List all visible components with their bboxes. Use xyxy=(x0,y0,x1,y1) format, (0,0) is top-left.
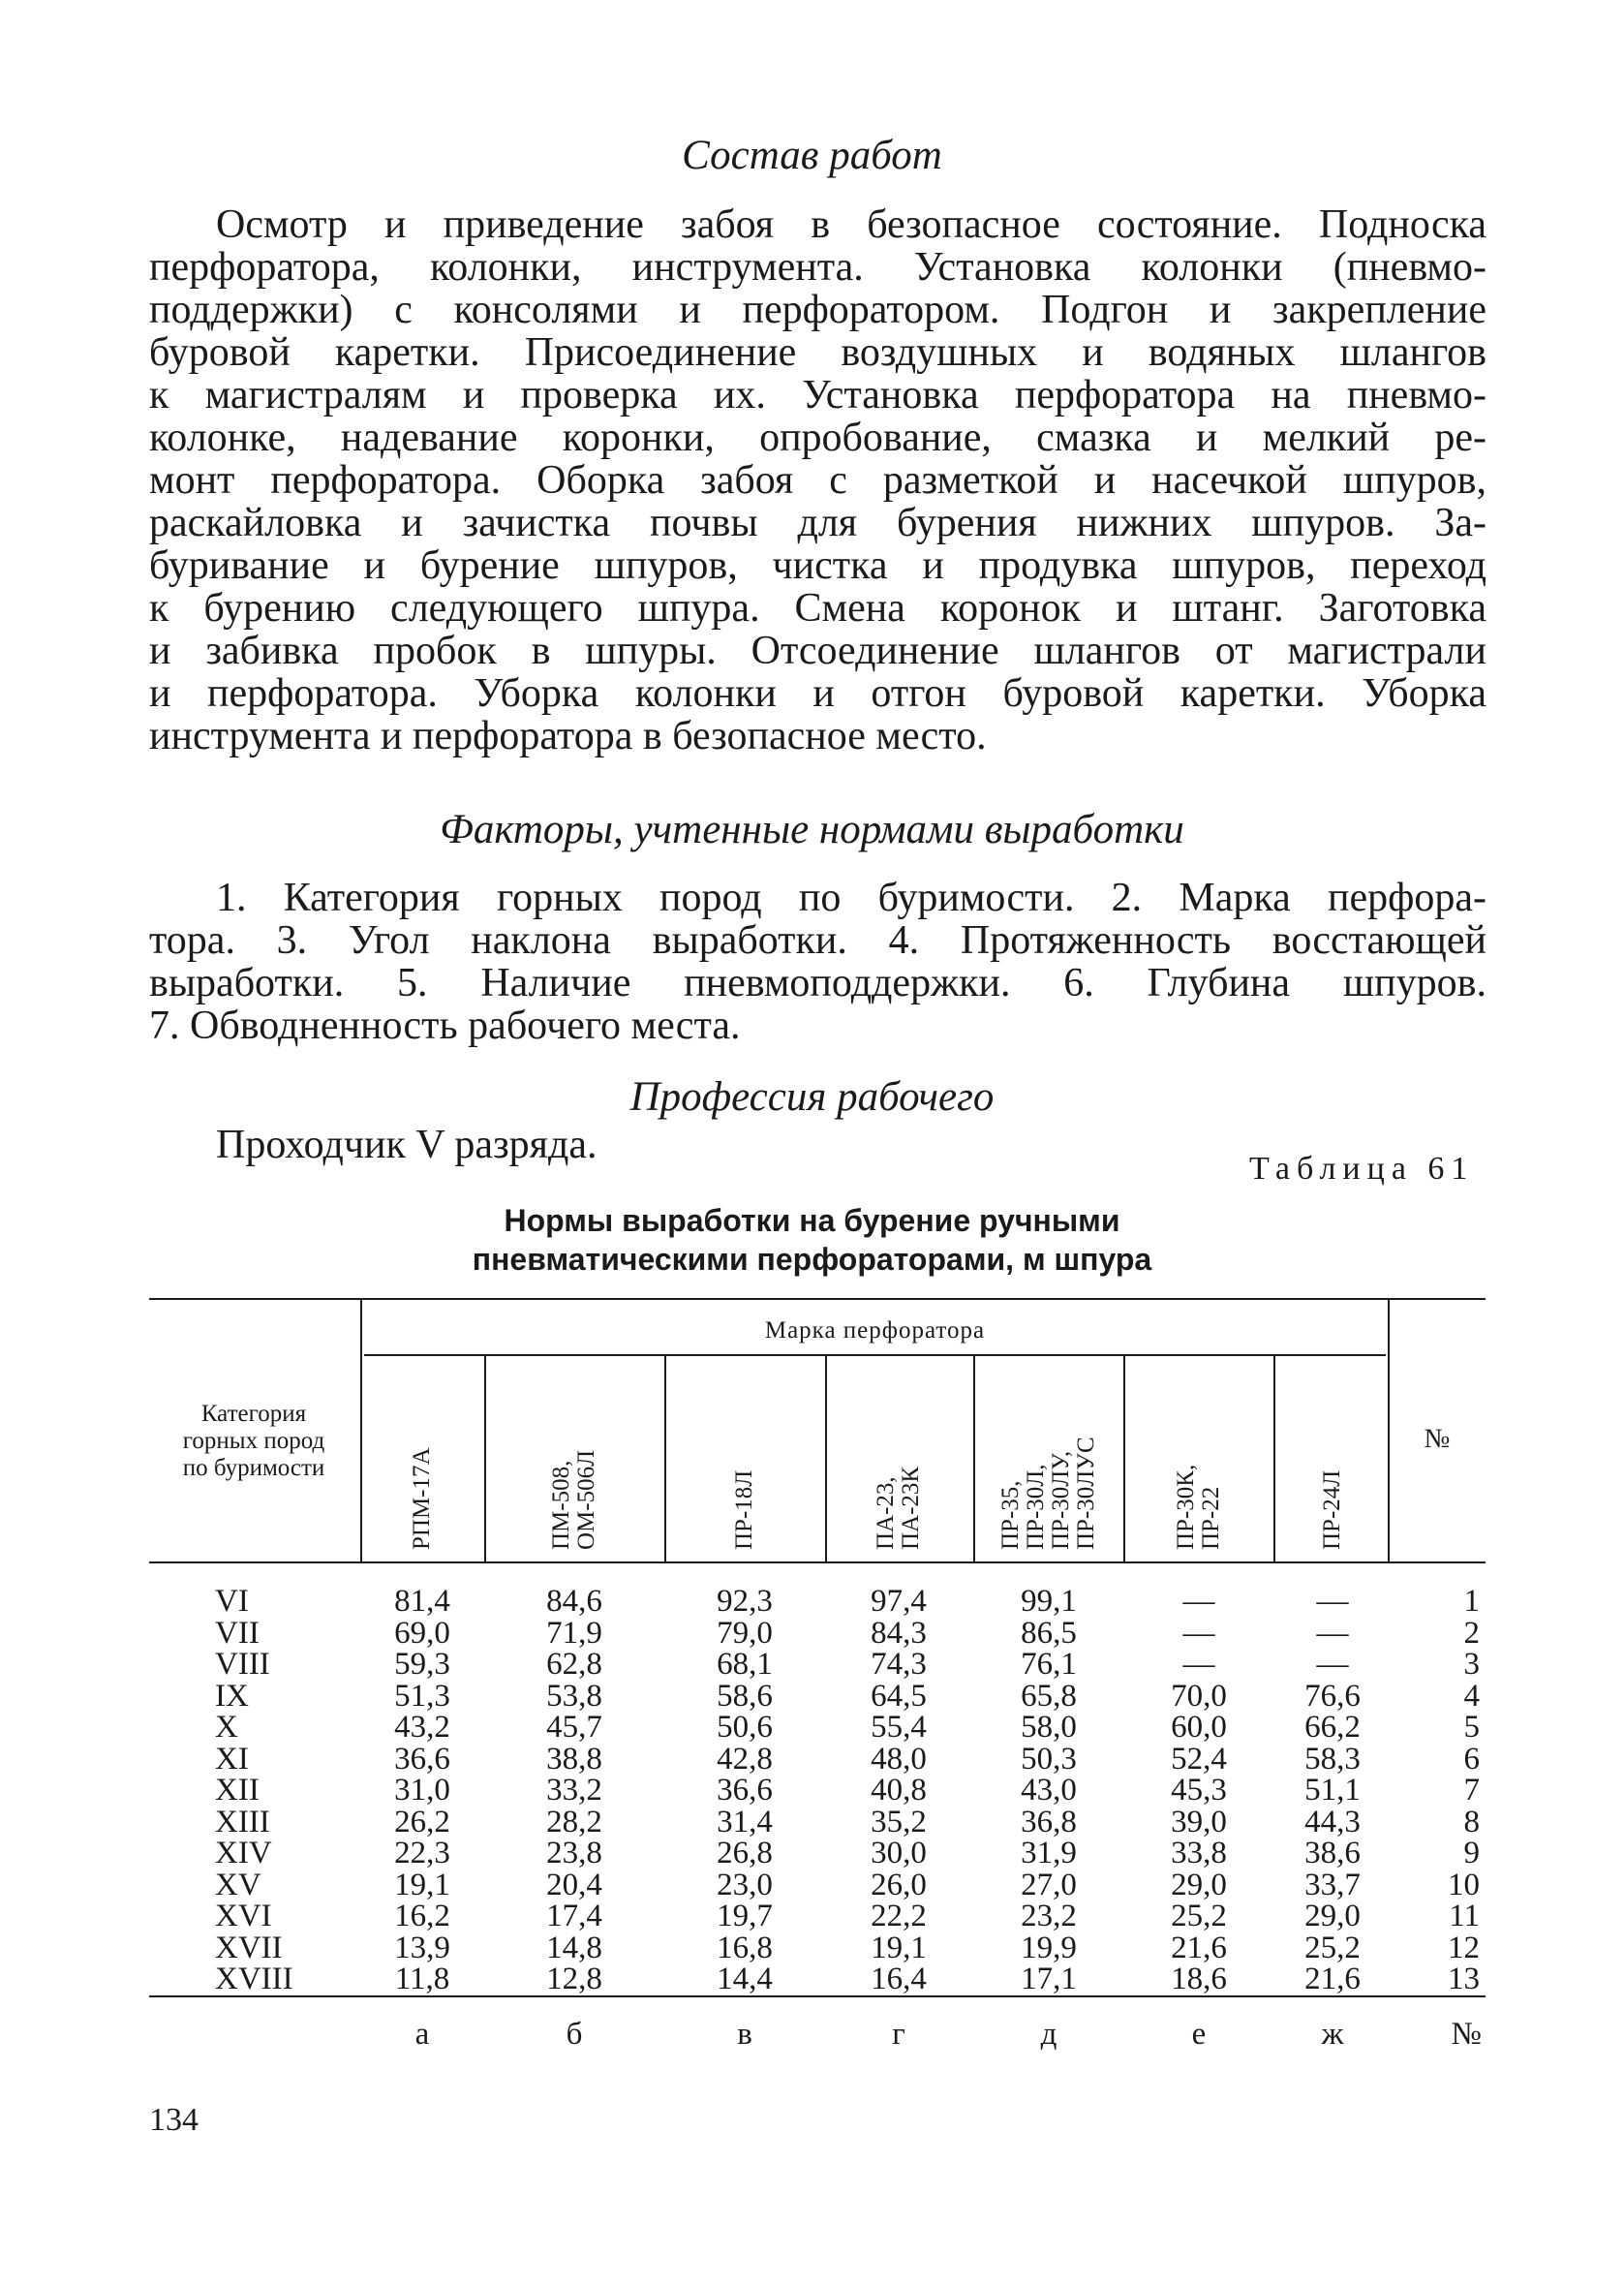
value-cell: — xyxy=(1182,1584,1215,1619)
category-cell: XV xyxy=(215,1867,261,1902)
value-cell: 48,0 xyxy=(871,1741,927,1777)
value-cell: 26,8 xyxy=(717,1836,773,1870)
value-cell: 22,2 xyxy=(871,1899,927,1933)
table-title xyxy=(0,1201,1624,1279)
value-cell: 51,1 xyxy=(1304,1773,1361,1808)
value-cell: 43,0 xyxy=(1021,1773,1077,1808)
value-cell: 19,1 xyxy=(871,1930,927,1965)
value-cell: 11,8 xyxy=(394,1962,450,1996)
value-cell: 13,9 xyxy=(394,1930,450,1965)
value-cell: 19,1 xyxy=(394,1867,450,1902)
row-number-cell: 12 xyxy=(1448,1930,1480,1965)
value-cell: 74,3 xyxy=(871,1647,927,1682)
column-header-line: ПА-23, xyxy=(873,1476,899,1550)
value-cell: 23,2 xyxy=(1021,1899,1077,1933)
value-cell: — xyxy=(1316,1584,1349,1619)
value-cell: 31,4 xyxy=(717,1804,773,1839)
table-title-line-1: Нормы выработки на бурение ручными xyxy=(504,1203,1120,1238)
value-cell: 31,0 xyxy=(394,1773,450,1808)
section-heading-factors: Факторы, учтенные нормами выработки xyxy=(440,807,1184,852)
column-header-2 xyxy=(549,1450,599,1550)
value-cell: 58,6 xyxy=(717,1678,773,1714)
page-number: 134 xyxy=(149,2102,199,2138)
value-cell: 58,0 xyxy=(1021,1710,1077,1745)
column-header-4 xyxy=(873,1467,924,1550)
value-cell: 27,0 xyxy=(1021,1867,1077,1902)
value-cell: 38,6 xyxy=(1304,1836,1361,1870)
value-cell: 81,4 xyxy=(394,1584,450,1619)
value-cell: 64,5 xyxy=(871,1678,927,1714)
paragraph-line: инструмента и перфоратора в безопасное место. xyxy=(149,714,987,758)
value-cell: 44,3 xyxy=(1304,1804,1361,1839)
value-cell: 70,0 xyxy=(1171,1678,1227,1714)
paragraph-line: выработки. 5. Наличие пневмоподдержки. 6. Глубина шпуров. xyxy=(149,961,1486,1005)
column-letter: а xyxy=(414,2017,430,2052)
category-cell: X xyxy=(215,1710,238,1745)
paragraph-line: монт перфоратора. Оборка забоя с разметкой и насечкой шпуров, xyxy=(149,458,1486,503)
value-cell: 25,2 xyxy=(1171,1899,1227,1933)
value-cell: 76,1 xyxy=(1021,1647,1077,1682)
section-heading-work-composition: Состав работ xyxy=(682,133,942,178)
paragraph-line: тора. 3. Угол наклона выработки. 4. Протяженность восстающей xyxy=(149,918,1486,963)
category-cell: XIII xyxy=(215,1804,270,1839)
value-cell: — xyxy=(1316,1615,1349,1651)
section-heading-profession: Профессия рабочего xyxy=(629,1074,995,1120)
value-cell: 26,0 xyxy=(871,1867,927,1902)
paragraph-line: буривание и бурение шпуров, чистка и продувка шпуров, переход xyxy=(149,543,1486,588)
column-header-line: ПМ-508, xyxy=(548,1460,574,1550)
value-cell: 45,3 xyxy=(1171,1773,1227,1808)
value-cell: 17,4 xyxy=(546,1899,602,1933)
value-cell: 12,8 xyxy=(546,1962,602,1996)
row-number-cell: 9 xyxy=(1463,1836,1480,1870)
value-cell: 86,5 xyxy=(1021,1615,1077,1651)
row-number-cell: 13 xyxy=(1448,1962,1480,1996)
column-header-line: ПР-30ЛУ, xyxy=(1048,1450,1074,1550)
value-cell: 23,8 xyxy=(546,1836,602,1870)
category-cell: XI xyxy=(215,1741,249,1777)
value-cell: 22,3 xyxy=(394,1836,450,1870)
column-header-line: ПР-30ЛУС xyxy=(1073,1437,1099,1550)
value-cell: 17,1 xyxy=(1021,1962,1077,1996)
column-letter: е xyxy=(1191,2017,1207,2052)
row-number-cell: 7 xyxy=(1463,1773,1480,1808)
column-header-line: ПР-18Л xyxy=(731,1469,757,1550)
number-header: № xyxy=(1424,1424,1451,1454)
value-cell: 40,8 xyxy=(871,1773,927,1808)
brand-group-header: Марка перфоратора xyxy=(764,1317,986,1344)
value-cell: 79,0 xyxy=(717,1615,773,1651)
value-cell: — xyxy=(1316,1647,1349,1682)
value-cell: 97,4 xyxy=(871,1584,927,1619)
value-cell: 36,6 xyxy=(717,1773,773,1808)
value-cell: 16,4 xyxy=(871,1962,927,1996)
column-header-1 xyxy=(410,1447,435,1550)
value-cell: 65,8 xyxy=(1021,1678,1077,1714)
column-letter: г xyxy=(892,2017,905,2052)
row-number-cell: 6 xyxy=(1463,1741,1480,1777)
row-number-cell: 2 xyxy=(1463,1615,1480,1651)
value-cell: 55,4 xyxy=(871,1710,927,1745)
row-number-cell: 5 xyxy=(1463,1710,1480,1745)
column-header-line: РПМ-17А xyxy=(409,1447,435,1550)
paragraph-line: колонке, надевание коронки, опробование, смазка и мелкий ре- xyxy=(149,416,1486,460)
column-letter: в xyxy=(737,2017,752,2052)
value-cell: 18,6 xyxy=(1171,1962,1227,1996)
column-header-6 xyxy=(1174,1465,1224,1550)
column-header-3 xyxy=(732,1470,757,1550)
value-cell: 84,6 xyxy=(546,1584,602,1619)
column-header-line: ПР-22 xyxy=(1198,1486,1224,1550)
value-cell: 30,0 xyxy=(871,1836,927,1870)
value-cell: 20,4 xyxy=(546,1867,602,1902)
category-cell: XVIII xyxy=(215,1962,293,1996)
paragraph-line: Осмотр и приведение забоя в безопасное состояние. Подноска xyxy=(216,202,1486,247)
col-divider-4 xyxy=(973,1356,975,1561)
value-cell: 31,9 xyxy=(1021,1836,1077,1870)
value-cell: 25,2 xyxy=(1304,1930,1361,1965)
row-number-cell: 3 xyxy=(1463,1647,1480,1682)
value-cell: 99,1 xyxy=(1021,1584,1077,1619)
value-cell: 16,8 xyxy=(717,1930,773,1965)
column-header-line: ПР-30К, xyxy=(1173,1464,1199,1550)
value-cell: — xyxy=(1182,1647,1215,1682)
value-cell: 68,1 xyxy=(717,1647,773,1682)
column-letter: б xyxy=(566,2017,583,2052)
col-divider-1 xyxy=(484,1356,486,1561)
header-bottom-rule xyxy=(149,1561,1486,1563)
factors-paragraph xyxy=(149,877,1486,1047)
brand-group-rule xyxy=(364,1354,1386,1356)
value-cell: 23,0 xyxy=(717,1867,773,1902)
paragraph-line: поддержки) с консолями и перфоратором. Подгон и закрепление xyxy=(149,288,1486,332)
column-header-7 xyxy=(1320,1470,1345,1550)
value-cell: 53,8 xyxy=(546,1678,602,1714)
value-cell: 26,2 xyxy=(394,1804,450,1839)
row-number-cell: 1 xyxy=(1463,1584,1480,1619)
value-cell: 33,7 xyxy=(1304,1867,1361,1902)
value-cell: 43,2 xyxy=(394,1710,450,1745)
paragraph-line: и забивка пробок в шпуры. Отсоединение шлангов от магистрали xyxy=(149,629,1486,673)
value-cell: 50,3 xyxy=(1021,1741,1077,1777)
value-cell: 92,3 xyxy=(717,1584,773,1619)
value-cell: 69,0 xyxy=(394,1615,450,1651)
paragraph-line: 7. Обводненность рабочего места. xyxy=(149,1004,741,1048)
category-cell: VI xyxy=(215,1584,249,1619)
value-cell: 19,9 xyxy=(1021,1930,1077,1965)
column-header-line: ПА-23К xyxy=(898,1466,924,1550)
value-cell: 50,6 xyxy=(717,1710,773,1745)
value-cell: 76,6 xyxy=(1304,1678,1361,1714)
column-header-line: ПР-30Л, xyxy=(1023,1464,1049,1550)
value-cell: 16,2 xyxy=(394,1899,450,1933)
row-number-cell: 4 xyxy=(1463,1678,1480,1714)
table-title-line-2: пневматическими перфораторами, м шпура xyxy=(472,1242,1152,1277)
value-cell: 59,3 xyxy=(394,1647,450,1682)
category-header-line-2: горных пород xyxy=(182,1428,325,1454)
category-header xyxy=(151,1401,356,1482)
value-cell: 28,2 xyxy=(546,1804,602,1839)
value-cell: 51,3 xyxy=(394,1678,450,1714)
category-header-line-3: по буримости xyxy=(182,1455,325,1481)
value-cell: 71,9 xyxy=(546,1615,602,1651)
category-cell: VII xyxy=(215,1615,260,1651)
value-cell: 36,8 xyxy=(1021,1804,1077,1839)
value-cell: 14,4 xyxy=(717,1962,773,1996)
paragraph-line: к магистралям и проверка их. Установка перфоратора на пневмо- xyxy=(149,373,1486,417)
paragraph-line: перфоратора, колонки, инструмента. Установка колонки (пневмо- xyxy=(149,245,1486,290)
table-label: Таблица 61 xyxy=(1249,1151,1475,1187)
value-cell: 58,3 xyxy=(1304,1741,1361,1777)
value-cell: 19,7 xyxy=(717,1899,773,1933)
value-cell: 84,3 xyxy=(871,1615,927,1651)
value-cell: 21,6 xyxy=(1304,1962,1361,1996)
column-letter: ж xyxy=(1321,2017,1344,2052)
paragraph-line: раскайловка и зачистка почвы для бурения нижних шпуров. За- xyxy=(149,501,1486,545)
column-header-line: ПР-24Л xyxy=(1319,1469,1345,1550)
category-cell: IX xyxy=(215,1678,249,1714)
value-cell: 35,2 xyxy=(871,1804,927,1839)
value-cell: 39,0 xyxy=(1171,1804,1227,1839)
value-cell: 45,7 xyxy=(546,1710,602,1745)
paragraph-line: и перфоратора. Уборка колонки и отгон буровой каретки. Уборка xyxy=(149,671,1486,716)
table-top-rule xyxy=(149,1298,1486,1300)
value-cell: 62,8 xyxy=(546,1647,602,1682)
category-cell: XII xyxy=(215,1773,260,1808)
value-cell: 29,0 xyxy=(1171,1867,1227,1902)
col-divider-3 xyxy=(825,1356,827,1561)
category-cell: XVI xyxy=(215,1899,272,1933)
paragraph-line: 1. Категория горных пород по буримости. 2. Марка перфора- xyxy=(216,876,1486,920)
value-cell: 36,6 xyxy=(394,1741,450,1777)
value-cell: 60,0 xyxy=(1171,1710,1227,1745)
row-number-cell: 8 xyxy=(1463,1804,1480,1839)
value-cell: 38,8 xyxy=(546,1741,602,1777)
value-cell: 14,8 xyxy=(546,1930,602,1965)
value-cell: — xyxy=(1182,1615,1215,1651)
value-cell: 33,8 xyxy=(1171,1836,1227,1870)
column-header-line: ОМ-506Л xyxy=(573,1449,599,1550)
col-divider-5 xyxy=(1123,1356,1125,1561)
col-divider-2 xyxy=(664,1356,666,1561)
category-header-line-1: Категория xyxy=(200,1401,307,1427)
value-cell: 21,6 xyxy=(1171,1930,1227,1965)
value-cell: 42,8 xyxy=(717,1741,773,1777)
work-composition-paragraph xyxy=(149,203,1486,757)
category-cell: VIII xyxy=(215,1647,270,1682)
category-cell: XVII xyxy=(215,1930,283,1965)
col-divider-6 xyxy=(1273,1356,1275,1561)
paragraph-line: к бурению следующего шпура. Смена коронок и штанг. Заготовка xyxy=(149,586,1486,631)
col-divider-number xyxy=(1388,1298,1390,1561)
value-cell: 29,0 xyxy=(1304,1899,1361,1933)
footer-number-label: № xyxy=(1451,2017,1482,2052)
column-header-line: ПР-35, xyxy=(997,1480,1024,1550)
value-cell: 52,4 xyxy=(1171,1741,1227,1777)
category-cell: XIV xyxy=(215,1836,272,1870)
paragraph-line: буровой каретки. Присоединение воздушных и водяных шлангов xyxy=(149,330,1486,375)
row-number-cell: 10 xyxy=(1448,1867,1480,1902)
column-header-5 xyxy=(998,1437,1099,1550)
value-cell: 33,2 xyxy=(546,1773,602,1808)
profession-line: Проходчик V разряда. xyxy=(216,1123,598,1167)
row-number-cell: 11 xyxy=(1449,1899,1480,1933)
value-cell: 66,2 xyxy=(1304,1710,1361,1745)
col-divider-category xyxy=(360,1298,362,1561)
column-letter: д xyxy=(1040,2017,1057,2052)
